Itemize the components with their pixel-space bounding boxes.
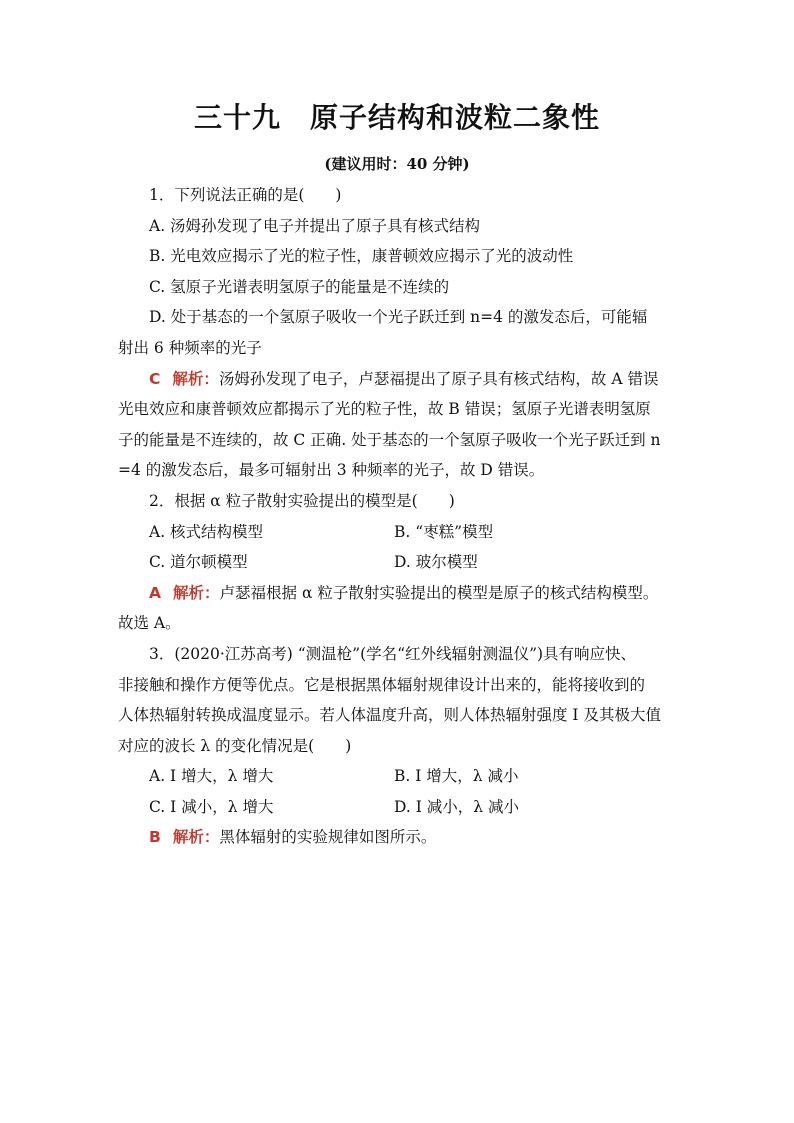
q1-answer: C xyxy=(149,369,161,388)
q1-option-d-line1: D. 处于基态的一个氢原子吸收一个光子跃迁到 n=4 的激发态后，可能辐 xyxy=(149,308,648,327)
q3-analysis-label: 解析： xyxy=(172,828,220,847)
q2-options-row-1 xyxy=(118,517,678,548)
q2-analysis-line1 xyxy=(118,578,678,609)
q2-analysis-line2: 故选 A。 xyxy=(118,614,181,633)
page-title: 三十九 原子结构和波粒二象性 xyxy=(193,101,600,134)
q1-analysis-line3: 子的能量是不连续的，故 C 正确. 处于基态的一个氢原子吸收一个光子跃迁到 n xyxy=(118,430,661,449)
q3-answer: B xyxy=(149,828,161,847)
q2-option-c: C. 道尔顿模型 xyxy=(149,553,248,572)
q2-option-a: A. 核式结构模型 xyxy=(149,522,264,541)
q3-stem-line1: 3．(2020·江苏高考) “测温枪”(学名“红外线辐射测温仪”)具有响应快、 xyxy=(149,644,637,663)
question-content xyxy=(118,180,678,853)
q2-option-d: D. 玻尔模型 xyxy=(394,553,478,572)
q1-analysis-line4: =4 的激发态后，最多可辐射出 3 种频率的光子，故 D 错误。 xyxy=(118,461,545,480)
q3-options-row-2 xyxy=(118,792,678,823)
q1-analysis-line2: 光电效应和康普顿效应都揭示了光的粒子性，故 B 错误；氢原子光谱表明氢原 xyxy=(118,400,651,419)
q1-analysis-line1 xyxy=(118,364,678,395)
q2-analysis-label: 解析： xyxy=(173,583,220,602)
q3-stem-line3: 人体热辐射转换成温度显示。若人体温度升高，则人体热辐射强度 I 及其极大值 xyxy=(118,706,661,725)
q3-analysis-text-1: 黑体辐射的实验规律如图所示。 xyxy=(219,828,437,847)
q3-analysis-line1 xyxy=(118,822,678,853)
q1-option-d-line2: 射出 6 种频率的光子 xyxy=(118,338,262,357)
q2-analysis-text-1: 卢瑟福根据 α 粒子散射实验提出的模型是原子的核式结构模型。 xyxy=(219,583,659,602)
q3-option-a: A. I 增大，λ 增大 xyxy=(149,767,274,786)
q2-stem: 2．根据 α 粒子散射实验提出的模型是( ) xyxy=(149,491,455,510)
q1-option-c: C. 氢原子光谱表明氢原子的能量是不连续的 xyxy=(149,277,450,296)
q2-options-row-2 xyxy=(118,547,678,578)
q2-option-b: B. “枣糕”模型 xyxy=(394,522,494,541)
q1-analysis-label: 解析： xyxy=(172,369,219,388)
q3-option-d: D. I 减小，λ 减小 xyxy=(394,797,520,816)
q2-answer: A xyxy=(149,583,161,602)
q3-stem-line4: 对应的波长 λ 的变化情况是( ) xyxy=(118,736,352,755)
q3-option-b: B. I 增大，λ 减小 xyxy=(394,767,519,786)
q1-option-b: B. 光电效应揭示了光的粒子性，康普顿效应揭示了光的波动性 xyxy=(149,247,574,266)
q3-options-row-1 xyxy=(118,761,678,792)
suggested-time: (建议用时：40 分钟) xyxy=(324,155,470,173)
q1-stem: 1．下列说法正确的是( ) xyxy=(149,186,342,204)
q1-option-a: A. 汤姆孙发现了电子并提出了原子具有核式结构 xyxy=(149,216,481,235)
q1-analysis-text-1: 汤姆孙发现了电子，卢瑟福提出了原子具有核式结构，故 A 错误 xyxy=(218,369,659,388)
q3-option-c: C. I 减小，λ 增大 xyxy=(149,797,274,816)
q3-stem-line2: 非接触和操作方便等优点。它是根据黑体辐射规律设计出来的，能将接收到的 xyxy=(118,675,646,694)
